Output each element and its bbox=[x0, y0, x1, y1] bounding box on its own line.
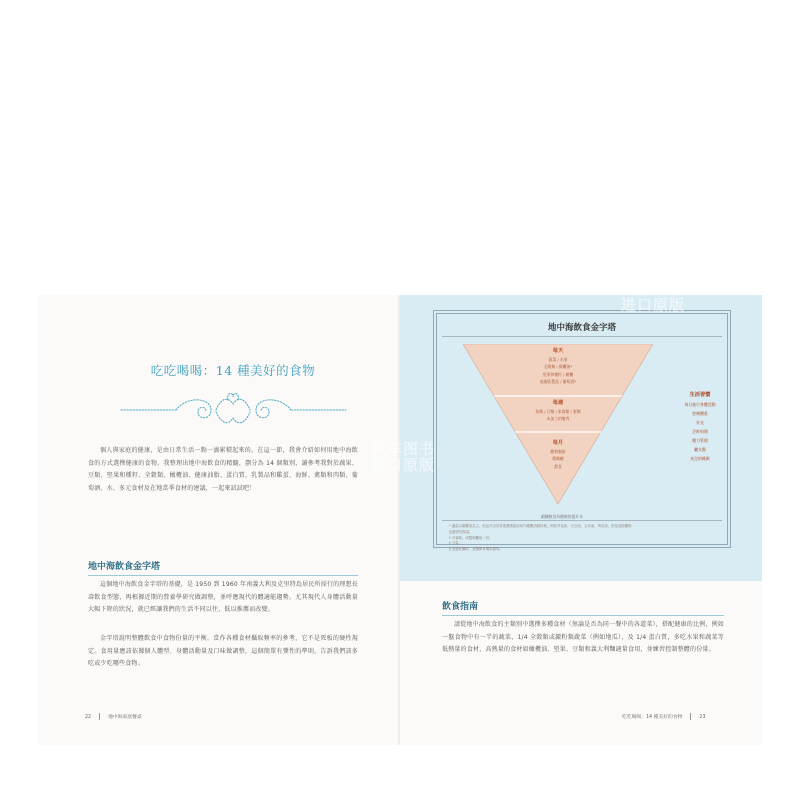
book-title: 地中海家庭餐桌 bbox=[108, 715, 142, 720]
footer-divider bbox=[690, 713, 691, 720]
book-spread bbox=[0, 280, 800, 745]
habits-heading: 生活習慣 bbox=[689, 392, 711, 398]
left-page bbox=[38, 295, 400, 745]
intro-paragraph: 個人與家庭的健康，是由日常生活一點一滴累積起來的。在這一節，我會介紹如何用地中海飲食的方式選擇健康的食物。我整理出地中海飲食的精髓，劃分為 14 個類別，讀參考我對於蔬果、豆類、堅果和種籽、全穀類、橄欖油、健康油脂、蛋白質、乳製品和雞蛋、海鮮、禽類和肉類、葡萄酒、水、多元食材及在地當季食材的建議，一起來試試吧！ bbox=[88, 447, 358, 492]
pyramid-tier-monthly bbox=[528, 440, 588, 470]
page-number: 22 bbox=[85, 715, 92, 720]
habit-item: 控制體重 bbox=[692, 411, 708, 416]
page-number: 23 bbox=[699, 715, 706, 720]
tier-head: 每月 bbox=[552, 440, 564, 446]
tier-line: 精緻糖 bbox=[552, 456, 564, 461]
habit-item: 每日進行身體活動 bbox=[684, 402, 716, 407]
right-footer bbox=[622, 713, 706, 720]
watermark-line: 进口原版 bbox=[370, 456, 435, 474]
pyramid-figure bbox=[400, 295, 762, 581]
guide-paragraph: 請從地中海飲食的主類別中選擇多種食材（無論是否為同一餐中的各道菜），搭配健康的比例，例如一盤食物中有一半的蔬菜，1/4 全穀類或澱粉類蔬菜（例如地瓜），及 1/4 蛋白質，多吃水果和蔬菜等低熱量的食材，高熱量的食材如橄欖油、堅果、豆類和義大利麵適量食用，並練習控制整體的份量。 bbox=[442, 621, 724, 653]
chapter-name: 吃吃喝喝：14 種美好的食物 bbox=[622, 715, 683, 720]
watermark-line: 风车图书 bbox=[620, 280, 685, 298]
right-page bbox=[400, 295, 762, 745]
tier-line: 甜食 bbox=[554, 463, 562, 469]
footer-divider bbox=[99, 713, 100, 720]
habit-item: 壓力管理 bbox=[692, 438, 708, 443]
left-footer bbox=[85, 713, 142, 720]
pyramid-caption: 鍛鍊飲食為健康的提升水 bbox=[541, 514, 583, 519]
pyramid-tier-daily bbox=[508, 348, 608, 386]
lifestyle-habits bbox=[675, 391, 725, 463]
tier-line: 未加工的瘦肉 bbox=[546, 416, 570, 421]
tier-line: 魚類 / 豆類 / 家禽類 / 蛋類 bbox=[535, 408, 581, 414]
tier-line: 飽和脂肪 bbox=[550, 448, 566, 454]
watermark bbox=[598, 281, 708, 313]
tier-head: 每週 bbox=[552, 400, 564, 406]
watermark-line: 风车图书 bbox=[370, 440, 435, 458]
tier-head: 每天 bbox=[552, 348, 564, 354]
figure-frame bbox=[436, 313, 728, 552]
tier-line: 蔬菜 / 水果 bbox=[548, 356, 568, 362]
habit-item: 曬太陽 bbox=[694, 447, 706, 452]
figure-note: * 適量以橄欖油為主，但也可以用其他健康脂肪取代橄欖油做料理，例如芥花油、大豆油、玉米油、葵花油，但是油脂攝取 bbox=[449, 524, 632, 528]
tier-line: 低脂乳製品 / 葡萄酒? bbox=[539, 379, 577, 384]
figure-note: 也應該控制量。 bbox=[449, 529, 473, 534]
figure-note: ‡ 少量。 bbox=[449, 541, 462, 546]
section-rule bbox=[88, 575, 358, 576]
figure-title-rule bbox=[442, 336, 722, 337]
pyramid-paragraph-1: 這個地中海飲食金字塔的基礎，是 1950 到 1960 年南義大利及克里特島居民所採行的理想長壽飲食型態，再根據近期的營養學研究做調整，並呼應現代的體適能趨勢。尤其現代人身體活動量大幅下降的狀況，就已經讓我們的生活不同以往，低以推薦而改變。 bbox=[88, 581, 358, 613]
scroll-ornament-icon bbox=[116, 390, 351, 430]
habit-item: 充足的睡眠 bbox=[690, 456, 710, 461]
figure-title: 地中海飲食金字塔 bbox=[547, 323, 616, 333]
section-heading-guide: 飲食指南 bbox=[442, 602, 479, 612]
figure-note: † 可省略，或限制攝取一份。 bbox=[449, 535, 493, 540]
tier-line: 全穀類 / 橄欖油* bbox=[543, 364, 573, 369]
watermark bbox=[348, 441, 458, 473]
chapter-title: 吃吃喝喝：14 種美好的食物 bbox=[150, 363, 316, 378]
notes-rule bbox=[442, 520, 722, 521]
figure-note: § 並適度攝取，須選擇有機果醬等。 bbox=[449, 547, 503, 552]
habit-item: 社交 bbox=[696, 420, 704, 425]
section-rule bbox=[442, 615, 724, 616]
pyramid-paragraph-2: 金字塔說明整體飲食中食物份量的平衡，當作各種食材攝取頻率的參考，它不是死板的硬性規定。食用量應該依據個人體型、身體活動量及口味做調整，這個簡單有彈性的準則，告訴我們該多吃或少吃哪些食物。 bbox=[88, 635, 358, 667]
tier-line: 堅果和種籽 / 橄欖 bbox=[542, 371, 574, 377]
figure-notes bbox=[449, 524, 719, 553]
habit-item: 烹飪料理 bbox=[692, 429, 708, 434]
watermark-line: 进口原版 bbox=[620, 296, 685, 314]
pyramid-tier-weekly bbox=[508, 400, 608, 423]
section-heading-pyramid: 地中海飲食金字塔 bbox=[88, 562, 161, 572]
